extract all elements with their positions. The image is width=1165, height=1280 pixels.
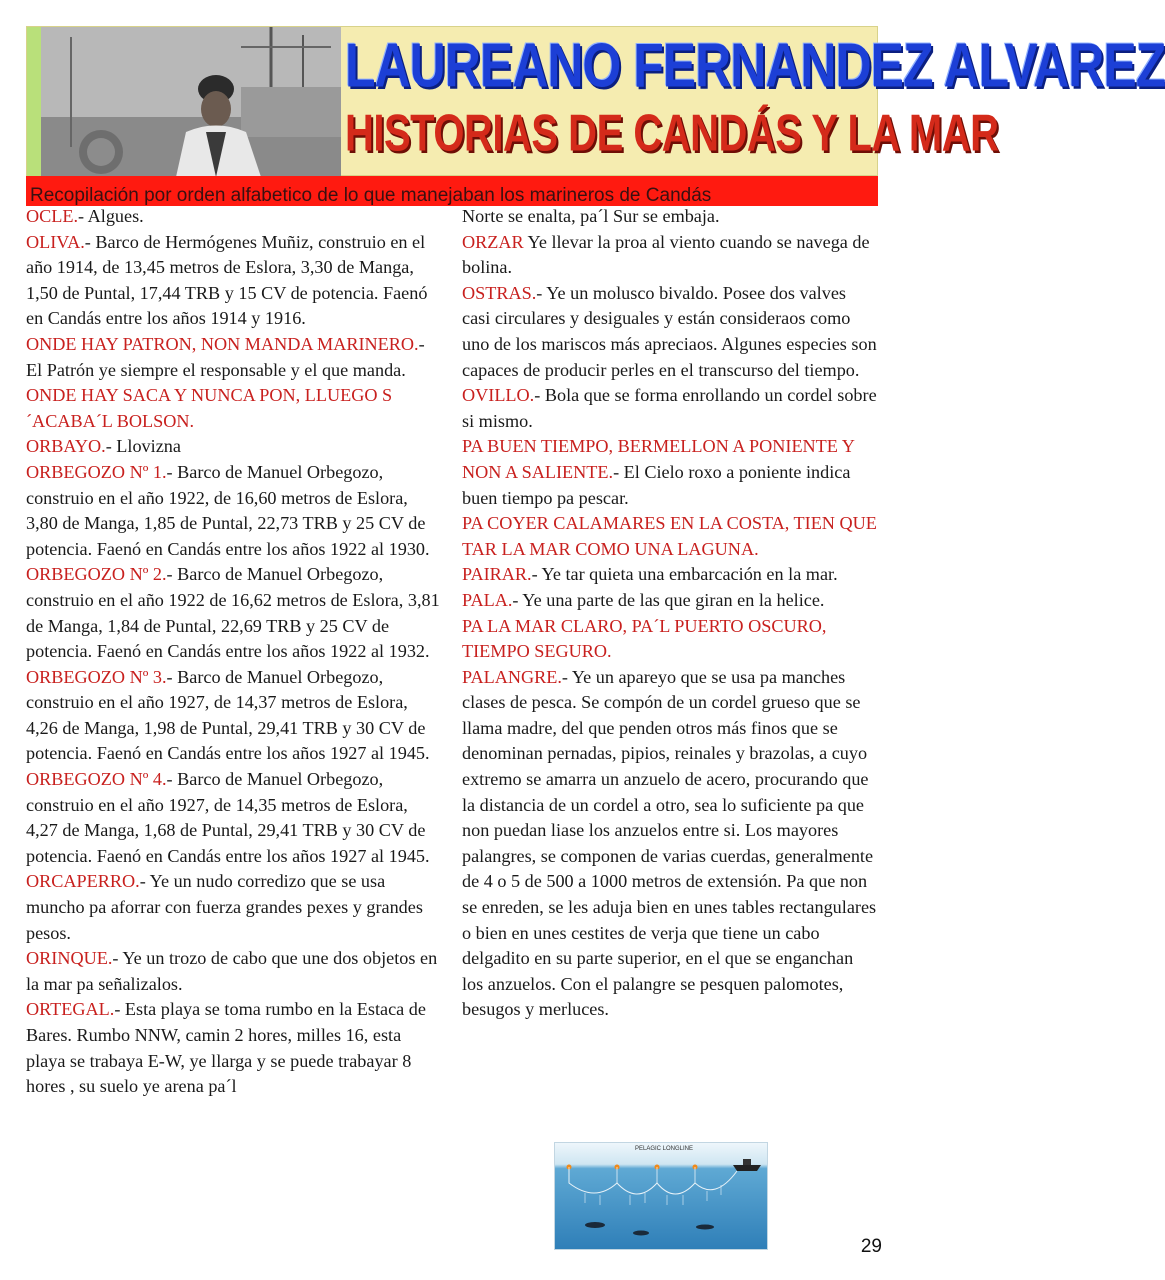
harbour-photo-illustration	[41, 27, 341, 177]
entry-definition: - El Patrón ye siempre el responsable y el que manda.	[26, 333, 425, 380]
entry-definition: - Barco de Manuel Orbegozo, construio en el año 1927, de 14,37 metros de Eslora, 4,26 de Manga, 1,98 de Puntal, 29,41 TRB y 30 CV de potencia. Faenó en Candás entre los años 1927 al 1945.	[26, 666, 430, 764]
entry-term: ORBEGOZO Nº 2.	[26, 564, 167, 585]
entry-definition: - Barco de Manuel Orbegozo, construio en el año 1927, de 14,35 metros de Eslora, 4,27 de Manga, 1,68 de Puntal, 29,41 TRB y 30 CV de potencia. Faenó en Candás entre los años 1927 al 1945.	[26, 769, 430, 866]
entry-term: PAIRAR.	[462, 564, 532, 585]
right-column	[462, 204, 878, 1023]
glossary-entry	[26, 869, 444, 946]
entry-term: ONDE HAY SACA Y NUNCA PON, LLUEGO S´ACABA´L BOLSON.	[26, 385, 393, 431]
glossary-entry	[26, 383, 444, 434]
entry-definition: - Ye un apareyo que se usa pa manches clases de pesca. Se compón de un cordel grueso que se llama madre, del que penden otros más finos que se denominan pernadas, pipios, reinales y brazolas, a cuyo extremo se amarra un anzuelo de acero, procurando que la distancia de un cordel a otro, sea lo suficiente pa que non puedan liase los anzuelos entre si. Los mayores palangres, se componen de varias cuerdas, generalmente de 4 o 5 de 500 a 1000 metros de extensión. Pa que non se enreden, se les aduja bien en unes tables rectangulares o bien en unes cestites de verja que tiene un cabo delgadito en su parte superior, en el que se enganchan los anzuelos. Con el palangre se pesquen palomotes, besugos y merluces.	[462, 666, 877, 1020]
longline-illustration	[555, 1143, 769, 1251]
entry-term: OLIVA.	[26, 231, 85, 252]
header-photo	[41, 27, 341, 177]
subtitle-bar	[26, 176, 878, 206]
header-title-name: LAUREANO FERNANDEZ ALVAREZ	[345, 30, 1165, 101]
glossary-entry	[462, 588, 878, 614]
glossary-entry	[26, 230, 444, 332]
glossary-entry	[462, 383, 878, 434]
glossary-entry	[26, 434, 444, 460]
glossary-entry	[26, 997, 444, 1099]
entry-term: OCLE.	[26, 206, 79, 226]
entry-term: ORBAYO.	[26, 436, 106, 457]
glossary-entry	[26, 332, 444, 383]
entry-term: PALANGRE.	[462, 666, 562, 687]
glossary-entry	[26, 767, 444, 869]
glossary-entry	[26, 946, 444, 997]
entry-term: ORINQUE.	[26, 948, 113, 969]
entry-term: ORCAPERRO.	[26, 871, 140, 892]
entry-term: PALA.	[462, 589, 513, 610]
glossary-entry	[462, 204, 878, 230]
entry-definition: - Bola que se forma enrollando un cordel sobre si mismo.	[462, 385, 877, 431]
entry-definition: - Barco de Manuel Orbegozo, construio en el año 1922, de 16,60 metros de Eslora, 3,80 de Manga, 1,85 de Puntal, 22,73 TRB y 25 CV de potencia. Faenó en Candás entre los años 1922 al 1930.	[26, 461, 430, 559]
entry-term: ORBEGOZO Nº 1.	[26, 461, 167, 482]
glossary-entry	[26, 460, 444, 562]
glossary-entry	[462, 665, 878, 1023]
entry-term: OVILLO.	[462, 385, 535, 406]
subtitle-text: Recopilación por orden alfabetico de lo que manejaban los marineros de Candás	[30, 185, 712, 206]
banner-accent-stripe	[27, 27, 41, 177]
entry-definition: - Llovizna	[105, 436, 181, 457]
entry-definition: - Ye un nudo corredizo que se usa muncho pa aforrar con fuerza grandes pexes y grandes pesos.	[26, 871, 423, 943]
entry-definition: Ye llevar la proa al viento cuando se navega de bolina.	[462, 231, 870, 278]
left-column	[26, 204, 444, 1100]
entry-definition: - Esta playa se toma rumbo en la Estaca de Bares. Rumbo NNW, camin 2 hores, milles 16, esta playa se trabaya E-W, ye llarga y se puede trabayar 8 hores , su suelo ye arena pa´l	[26, 999, 426, 1097]
entry-definition: - Algues.	[78, 206, 144, 226]
entry-term: ORBEGOZO Nº 3.	[26, 666, 167, 687]
entry-term: OSTRAS.	[462, 282, 537, 303]
entry-definition: - El Cielo roxo a poniente indica buen tiempo pa pescar.	[462, 461, 851, 508]
entry-term: ORZAR	[462, 231, 524, 252]
glossary-entry	[462, 434, 878, 511]
entry-term: ORBEGOZO Nº 4.	[26, 769, 167, 790]
entry-definition: - Ye un trozo de cabo que une dos objetos en la mar pa señalizalos.	[26, 948, 438, 994]
entry-definition: - Ye tar quieta una embarcación en la mar.	[531, 564, 838, 585]
page-number: 29	[860, 1236, 882, 1257]
entry-term: PA BUEN TIEMPO, BERMELLON A PONIENTE Y NON A SALIENTE.	[462, 436, 855, 482]
entry-definition: - Ye una parte de las que giran en la helice.	[512, 589, 825, 610]
glossary-entry	[26, 562, 444, 664]
entry-term: PA COYER CALAMARES EN LA COSTA, TIEN QUE TAR LA MAR COMO UNA LAGUNA.	[462, 513, 877, 559]
glossary-entry	[26, 665, 444, 767]
glossary-entry	[462, 562, 878, 588]
entry-definition: - Barco de Manuel Orbegozo, construio en el año 1922 de 16,62 metros de Eslora, 3,81 de Manga, 1,84 de Puntal, 22,69 TRB y 25 CV de potencia. Faenó en Candás entre los años 1922 al 1932.	[26, 564, 440, 662]
entry-definition: - Barco de Hermógenes Muñiz, construio en el año 1914, de 13,45 metros de Eslora, 3,30 de Manga, 1,50 de Puntal, 17,44 TRB y 15 CV de potencia. Faenó en Candás entre los años 1914 y 1916.	[26, 231, 428, 329]
entry-term: PA LA MAR CLARO, PA´L PUERTO OSCURO, TIEMPO SEGURO.	[462, 615, 827, 662]
glossary-entry	[462, 281, 878, 383]
diagram-title: PELAGIC LONGLINE	[635, 1146, 694, 1152]
glossary-entry	[462, 511, 878, 562]
glossary-entry	[462, 614, 878, 665]
entry-term: ORTEGAL.	[26, 999, 115, 1020]
glossary-entry	[26, 204, 444, 230]
entry-term: ONDE HAY PATRON, NON MANDA MARINERO.	[26, 333, 419, 354]
entry-definition: - Ye un molusco bivaldo. Posee dos valves casi circulares y desiguales y están consideraos como uno de los mariscos más apreciaos. Algunes especies son capaces de producir perles en el transcurso del tiempo.	[462, 282, 877, 380]
header-banner	[26, 26, 1165, 176]
glossary-entry	[462, 230, 878, 281]
entry-definition: Norte se enalta, pa´l Sur se embaja.	[462, 206, 720, 226]
longline-diagram	[554, 1142, 768, 1250]
header-title-series: HISTORIAS DE CANDÁS Y LA MAR	[345, 105, 999, 163]
